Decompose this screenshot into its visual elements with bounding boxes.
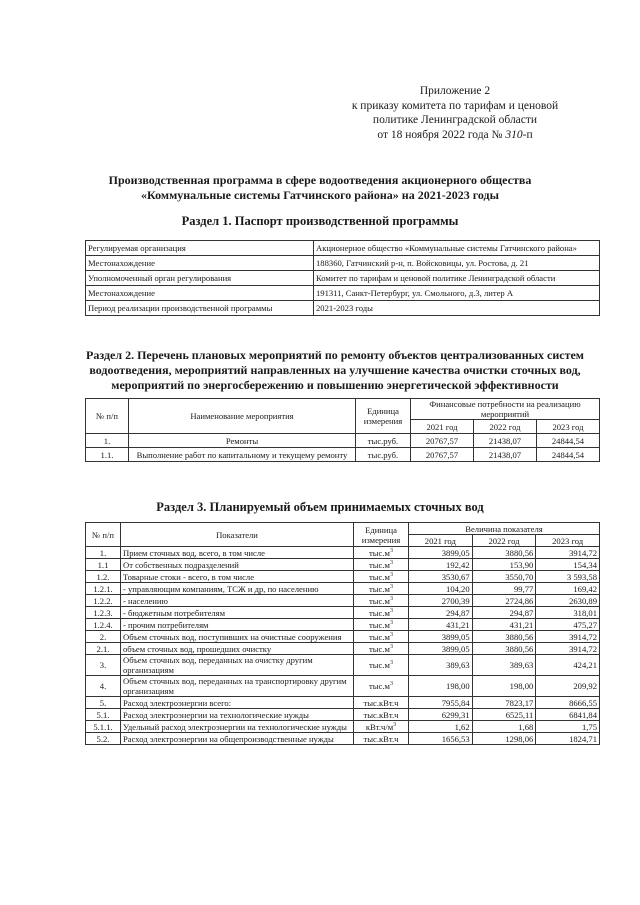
row-unit [354,547,409,559]
passport-value: 188360, Гатчинский р-н, п. Войсковицы, ул. Ростова, д. 21 [314,256,600,271]
col-num: № п/п [86,399,129,434]
year-header: 2021 год [411,420,474,434]
row-value: 294,87 [409,607,473,619]
row-name: Расход электроэнергии на общепроизводственные нужды [121,733,354,745]
unit-power: 3 [389,681,393,688]
appendix-line2: к приказу комитета по тарифам и ценовой [351,99,559,112]
measures-table [85,398,600,462]
row-unit [354,721,409,733]
row-num: 1. [86,547,121,559]
col-fin: Финансовые потребности на реализацию мероприятий [411,399,600,420]
table-row [86,241,600,256]
unit-text: кВт.ч/м [365,721,394,732]
unit-power: 3 [389,643,393,650]
row-num: 1.2.3. [86,607,121,619]
passport-value: Комитет по тарифам и ценовой политике Ленинградской области [314,271,600,286]
table-row [86,619,600,631]
appendix-block [330,84,580,142]
table-row [86,559,600,571]
row-value: 3880,56 [472,547,536,559]
col-name: Показатели [121,523,354,547]
row-value: 198,00 [409,676,473,697]
row-num: 1.2. [86,571,121,583]
section2-heading: Раздел 2. Перечень плановых мероприятий по ремонту объектов централизованных систем водоотведения, мероприятий направленных на улучшение качества очистки сточных вод, мероприятий по энергосбережению и повышению энергетической эффективности [86,348,584,392]
row-num: 1.1. [86,448,129,462]
unit-text: тыс.м [369,547,390,558]
table-row [86,448,600,462]
unit-text: тыс.м [369,583,390,594]
row-value: 3530,67 [409,571,473,583]
row-value: 475,27 [536,619,600,631]
table-row [86,643,600,655]
row-unit [354,595,409,607]
row-name: Объем сточных вод, поступивших на очистные сооружения [121,631,354,643]
row-value: 153,90 [472,559,536,571]
row-unit [354,559,409,571]
row-name: Прием сточных вод, всего, в том числе [121,547,354,559]
row-name: Расход электроэнергии всего: [121,697,354,709]
row-value: 3914,72 [536,547,600,559]
unit-power: 3 [389,571,393,578]
row-num: 1.2.2. [86,595,121,607]
row-unit [354,655,409,676]
row-value: 1824,71 [536,733,600,745]
row-name: - населению [121,595,354,607]
row-value: 294,87 [472,607,536,619]
passport-value: 2021-2023 годы [314,301,600,316]
row-num: 1.2.1. [86,583,121,595]
table-row [86,595,600,607]
unit-text: тыс.м [369,607,390,618]
unit-power: 3 [389,660,393,667]
row-value: 1,75 [536,721,600,733]
row-value: 3914,72 [536,631,600,643]
row-value: 7823,17 [472,697,536,709]
title-line1: Производственная программа в сфере водоотведения акционерного общества [108,173,532,187]
row-value: 24844,54 [536,448,599,462]
year-header: 2022 год [473,420,536,434]
row-value: 3899,05 [409,643,473,655]
row-value: 424,21 [536,655,600,676]
row-name: - управляющим компаниям, ТСЖ и др, по населению [121,583,354,595]
table-row [86,697,600,709]
unit-power: 3 [389,631,393,638]
row-value: 431,21 [472,619,536,631]
row-unit: тыс.руб. [356,434,411,448]
table-row [86,709,600,721]
unit-power: 3 [389,595,393,602]
section1-heading: Раздел 1. Паспорт производственной программы [181,214,459,228]
table-row [86,571,600,583]
table-row [86,271,600,286]
unit-text: тыс.м [369,643,390,654]
row-value: 389,63 [409,655,473,676]
unit-text: тыс.м [369,559,390,570]
row-name: Выполнение работ по капитальному и текущему ремонту [129,448,356,462]
year-header: 2022 год [472,535,536,547]
col-name: Наименование мероприятия [129,399,356,434]
row-num: 2. [86,631,121,643]
row-unit [354,607,409,619]
row-num: 5.2. [86,733,121,745]
appendix-line4 [330,128,580,143]
row-value: 3880,56 [472,643,536,655]
row-value: 1,62 [409,721,473,733]
row-unit [354,631,409,643]
row-unit [354,733,409,745]
row-value: 3550,70 [472,571,536,583]
unit-text: тыс.кВт.ч [363,733,399,744]
unit-power: 3 [389,619,393,626]
passport-value: 191311, Санкт-Петербург, ул. Смольного, д.3, литер А [314,286,600,301]
row-name: Объем сточных вод, переданных на очистку другим организациям [121,655,354,676]
unit-power: 3 [389,547,393,554]
unit-text: тыс.м [369,631,390,642]
row-value: 3 593,58 [536,571,600,583]
row-unit [354,697,409,709]
table-row [86,721,600,733]
row-num: 1.1 [86,559,121,571]
appendix-line3: политике Ленинградской области [372,114,538,126]
row-name: - прочим потребителям [121,619,354,631]
passport-label: Уполномоченный орган регулирования [86,271,314,286]
row-value: 192,42 [409,559,473,571]
table-row [86,286,600,301]
row-value: 6841,84 [536,709,600,721]
row-value: 3899,05 [409,631,473,643]
row-unit [354,619,409,631]
passport-label: Местонахождение [86,286,314,301]
unit-text: тыс.м [369,681,390,691]
row-num: 5.1.1. [86,721,121,733]
table-row [86,583,600,595]
row-unit [354,583,409,595]
row-value: 8666,55 [536,697,600,709]
row-value: 169,42 [536,583,600,595]
row-value: 2630,89 [536,595,600,607]
passport-label: Регулируемая организация [86,241,314,256]
unit-text: тыс.кВт.ч [363,697,399,708]
section3-heading: Раздел 3. Планируемый объем принимаемых сточных вод [156,500,484,514]
row-value: 2700,39 [409,595,473,607]
row-value: 6525,11 [472,709,536,721]
row-value: 99,77 [472,583,536,595]
unit-power: 3 [389,583,393,590]
row-unit [354,571,409,583]
title-line2: «Коммунальные системы Гатчинского района» на 2021-2023 годы [141,188,499,202]
row-unit [354,643,409,655]
row-num: 2.1. [86,643,121,655]
row-value: 21438,07 [473,448,536,462]
unit-power: 3 [393,721,397,728]
row-name: Ремонты [129,434,356,448]
passport-value: Акционерное общество «Коммунальные системы Гатчинского района» [314,241,600,256]
row-num: 4. [86,676,121,697]
document-title [60,173,580,203]
row-value: 21438,07 [473,434,536,448]
order-number: 310 [505,128,523,141]
table-row [86,607,600,619]
table-row [86,676,600,697]
row-value: 24844,54 [536,434,599,448]
unit-power: 3 [389,607,393,614]
row-num: 1.2.4. [86,619,121,631]
unit-text: тыс.м [369,571,390,582]
row-value: 198,00 [472,676,536,697]
row-value: 318,01 [536,607,600,619]
order-date: от 18 ноября 2022 года № [377,128,503,141]
passport-label: Период реализации производственной программы [86,301,314,316]
table-row [86,256,600,271]
row-value: 104,20 [409,583,473,595]
row-name: Расход электроэнергии на технологические нужды [121,709,354,721]
row-unit [354,676,409,697]
row-value: 6299,31 [409,709,473,721]
row-value: 2724,86 [472,595,536,607]
row-num: 3. [86,655,121,676]
row-unit [354,709,409,721]
row-value: 1656,53 [409,733,473,745]
unit-text: тыс.м [369,595,390,606]
unit-text: тыс.кВт.ч [363,709,399,720]
row-value: 20767,57 [411,448,474,462]
row-num: 5. [86,697,121,709]
table-row [86,301,600,316]
year-header: 2023 год [536,535,600,547]
row-value: 3899,05 [409,547,473,559]
row-value: 431,21 [409,619,473,631]
year-header: 2021 год [409,535,473,547]
row-name: объем сточных вод, прошедших очистку [121,643,354,655]
row-unit: тыс.руб. [356,448,411,462]
row-name: Удельный расход электроэнергии на технологические нужды [121,721,354,733]
row-name: От собственных подразделений [121,559,354,571]
unit-text: тыс.м [369,660,390,670]
row-name: Объем сточных вод, переданных на транспортировку другим организациям [121,676,354,697]
row-num: 1. [86,434,129,448]
volume-table [85,522,600,745]
appendix-line1: Приложение 2 [419,85,491,97]
row-value: 3914,72 [536,643,600,655]
passport-table [85,240,600,316]
col-num: № п/п [86,523,121,547]
unit-text: тыс.м [369,619,390,630]
row-value: 3880,56 [472,631,536,643]
row-value: 1298,06 [472,733,536,745]
row-name: Товарные стоки - всего, в том числе [121,571,354,583]
order-suffix: -п [522,128,533,141]
table-row [86,434,600,448]
row-value: 7955,84 [409,697,473,709]
table-row [86,733,600,745]
year-header: 2023 год [536,420,599,434]
table-row [86,547,600,559]
table-row [86,631,600,643]
table-row [86,655,600,676]
col-unit: Единица измерения [354,523,409,547]
row-num: 5.1. [86,709,121,721]
col-unit: Единица измерения [356,399,411,434]
row-value: 209,92 [536,676,600,697]
row-name: - бюджетным потребителям [121,607,354,619]
row-value: 389,63 [472,655,536,676]
col-value: Величина показателя [409,523,600,535]
row-value: 20767,57 [411,434,474,448]
passport-label: Местонахождение [86,256,314,271]
row-value: 154,34 [536,559,600,571]
unit-power: 3 [389,559,393,566]
row-value: 1,68 [472,721,536,733]
